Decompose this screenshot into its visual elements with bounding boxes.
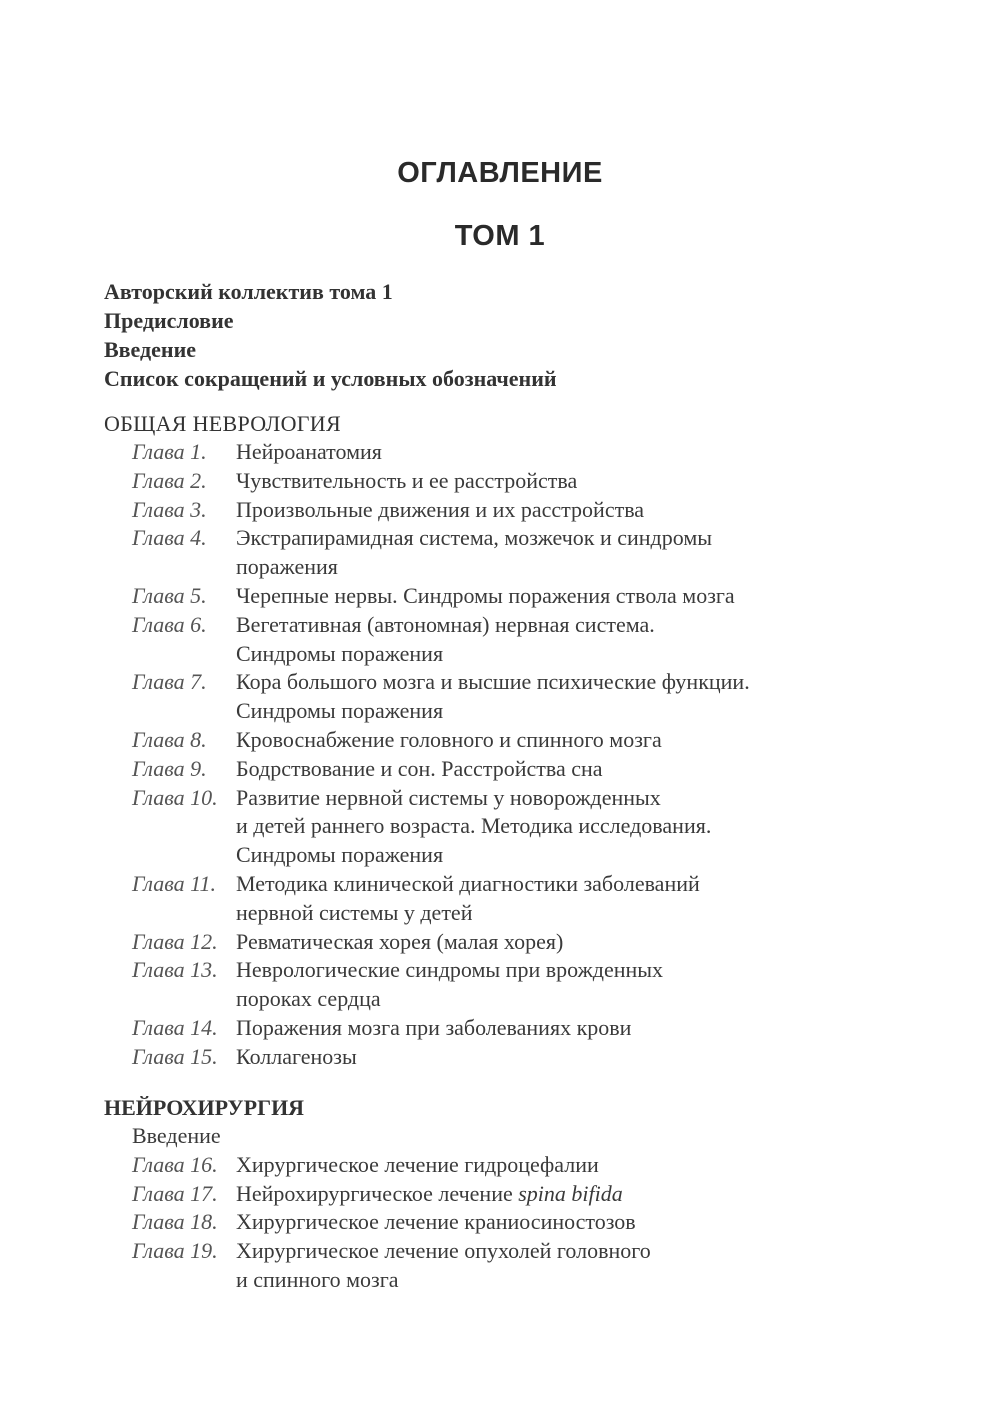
chapter-title-text: поражения <box>236 554 338 580</box>
chapter-title-text: и спинного мозга <box>236 1266 399 1292</box>
front-matter-authors: Авторский коллектив тома 1 <box>104 279 393 304</box>
chapter-title-text: Неврологические синдромы при врожденных <box>236 957 664 983</box>
chapter-title-line <box>236 640 924 669</box>
chapter-title-line <box>236 956 924 985</box>
volume-title: ТОМ 1 <box>454 220 546 252</box>
chapter-title <box>236 582 924 611</box>
chapter-label: Глава 16. <box>132 1151 218 1177</box>
chapter-title-line <box>236 582 924 611</box>
section-general-neurology <box>104 409 924 1072</box>
chapter-title-text: Хирургическое лечение гидроцефалии <box>236 1151 599 1177</box>
chapter-title-line <box>236 1014 924 1043</box>
toc-entry <box>104 956 924 1014</box>
chapter-title-line <box>236 553 924 582</box>
toc-entry <box>104 467 924 496</box>
chapter-title <box>236 438 924 467</box>
chapter-title-line <box>236 611 924 640</box>
chapter-label: Глава 8. <box>132 726 207 752</box>
toc-entry <box>104 1014 924 1043</box>
page-title: ОГЛАВЛЕНИЕ <box>397 157 603 189</box>
toc-entry <box>104 755 924 784</box>
chapter-title <box>236 956 924 1014</box>
chapter-title-text: Вегетативная (автономная) нервная система. <box>236 611 655 637</box>
chapter-title-text: пороках сердца <box>236 986 381 1012</box>
chapter-title <box>236 524 924 582</box>
chapter-title-text: Кровоснабжение головного и спинного мозга <box>236 726 662 752</box>
front-matter-abbreviations: Список сокращений и условных обозначений <box>104 366 557 391</box>
chapter-title <box>236 1237 924 1295</box>
chapter-title-text: Синдромы поражения <box>236 842 444 868</box>
chapter-title-line <box>236 496 924 525</box>
chapter-title <box>236 668 924 726</box>
toc-entry <box>104 496 924 525</box>
chapter-title-line <box>236 812 924 841</box>
chapter-title-text: Нейрохирургическое лечение <box>236 1180 519 1206</box>
chapter-label: Глава 13. <box>132 957 218 983</box>
chapter-title-line <box>236 1151 924 1180</box>
chapter-title-line <box>236 438 924 467</box>
chapter-title <box>236 1151 924 1180</box>
chapter-title-text: Бодрствование и сон. Расстройства сна <box>236 755 603 781</box>
front-matter-introduction: Введение <box>104 337 197 362</box>
chapter-title-text: Произвольные движения и их расстройства <box>236 496 645 522</box>
toc-entry <box>104 582 924 611</box>
toc-entry <box>104 524 924 582</box>
toc-entry <box>104 611 924 669</box>
chapter-label: Глава 18. <box>132 1209 218 1235</box>
chapter-label: Глава 15. <box>132 1043 218 1069</box>
chapter-title-text: Синдромы поражения <box>236 640 444 666</box>
toc-entry <box>104 1151 924 1180</box>
section-heading: НЕЙРОХИРУРГИЯ <box>104 1095 305 1120</box>
chapter-title-line <box>236 668 924 697</box>
chapter-title <box>236 726 924 755</box>
chapter-title-text: Кора большого мозга и высшие психические функции. <box>236 669 750 695</box>
chapter-label: Глава 6. <box>132 611 207 637</box>
chapter-label: Глава 5. <box>132 582 207 608</box>
chapter-label: Глава 12. <box>132 928 218 954</box>
chapter-title-text: Методика клинической диагностики заболеваний <box>236 870 700 896</box>
chapter-title <box>236 1180 924 1209</box>
chapter-title-text: и детей раннего возраста. Методика исследования. <box>236 813 712 839</box>
chapter-title <box>236 1208 924 1237</box>
chapter-title <box>236 928 924 957</box>
chapter-label: Глава 1. <box>132 439 207 464</box>
front-matter <box>104 277 904 393</box>
chapter-label: Глава 2. <box>132 467 207 493</box>
chapter-label: Глава 14. <box>132 1014 218 1040</box>
chapter-title-italic: spina bifida <box>518 1180 623 1206</box>
toc-entry <box>104 1180 924 1209</box>
chapter-list <box>104 1151 924 1295</box>
toc-entry <box>104 1208 924 1237</box>
chapter-title <box>236 467 924 496</box>
toc-entry <box>104 668 924 726</box>
chapter-title-line <box>236 928 924 957</box>
chapter-label: Глава 9. <box>132 755 207 781</box>
section-heading: ОБЩАЯ НЕВРОЛОГИЯ <box>104 411 341 436</box>
chapter-title-text: Синдромы поражения <box>236 698 444 724</box>
front-matter-preface: Предисловие <box>104 308 234 333</box>
chapter-title <box>236 784 924 870</box>
chapter-title-line <box>236 784 924 813</box>
chapter-title-line <box>236 870 924 899</box>
toc-entry <box>104 726 924 755</box>
chapter-title-text: Нейроанатомия <box>236 439 382 464</box>
chapter-label: Глава 10. <box>132 784 218 810</box>
chapter-title-text: Развитие нервной системы у новорожденных <box>236 784 661 810</box>
chapter-title-line <box>236 841 924 870</box>
chapter-title-text: Экстрапирамидная система, мозжечок и синдромы <box>236 525 713 551</box>
chapter-title-line <box>236 899 924 928</box>
chapter-title <box>236 1043 924 1072</box>
chapter-title <box>236 1014 924 1043</box>
chapter-title <box>236 755 924 784</box>
toc-entry <box>104 870 924 928</box>
chapter-title-text: Поражения мозга при заболеваниях крови <box>236 1014 632 1040</box>
chapter-title-text: Хирургическое лечение краниосиностозов <box>236 1209 636 1235</box>
chapter-title-line <box>236 1208 924 1237</box>
chapter-title-line <box>236 755 924 784</box>
toc-entry <box>104 1043 924 1072</box>
chapter-title-text: Чувствительность и ее расстройства <box>236 467 578 493</box>
chapter-label: Глава 3. <box>132 496 207 522</box>
chapter-title-text: нервной системы у детей <box>236 899 473 925</box>
chapter-label: Глава 11. <box>132 870 216 896</box>
chapter-list <box>104 438 924 1072</box>
neurosurgery-intro: Введение <box>132 1123 221 1148</box>
chapter-label: Глава 4. <box>132 525 207 551</box>
chapter-title-line <box>236 697 924 726</box>
chapter-title-text: Коллагенозы <box>236 1043 357 1069</box>
toc-entry <box>104 784 924 870</box>
chapter-label: Глава 7. <box>132 669 207 695</box>
chapter-title-text: Хирургическое лечение опухолей головного <box>236 1238 651 1264</box>
chapter-title-line <box>236 1237 924 1266</box>
chapter-title-line <box>236 524 924 553</box>
toc-entry <box>104 1237 924 1295</box>
chapter-title-line <box>236 1266 924 1295</box>
chapter-title <box>236 870 924 928</box>
chapter-title-text: Ревматическая хорея (малая хорея) <box>236 928 564 954</box>
chapter-title-line <box>236 1043 924 1072</box>
toc-entry <box>104 438 924 467</box>
chapter-title-line <box>236 467 924 496</box>
chapter-label: Глава 19. <box>132 1238 218 1264</box>
section-neurosurgery <box>104 1093 924 1295</box>
chapter-title <box>236 611 924 669</box>
toc-entry <box>104 928 924 957</box>
chapter-title-line <box>236 726 924 755</box>
chapter-title-line <box>236 985 924 1014</box>
chapter-title-text: Черепные нервы. Синдромы поражения ствола мозга <box>236 582 735 608</box>
chapter-title-line <box>236 1180 924 1209</box>
chapter-title <box>236 496 924 525</box>
chapter-label: Глава 17. <box>132 1180 218 1206</box>
